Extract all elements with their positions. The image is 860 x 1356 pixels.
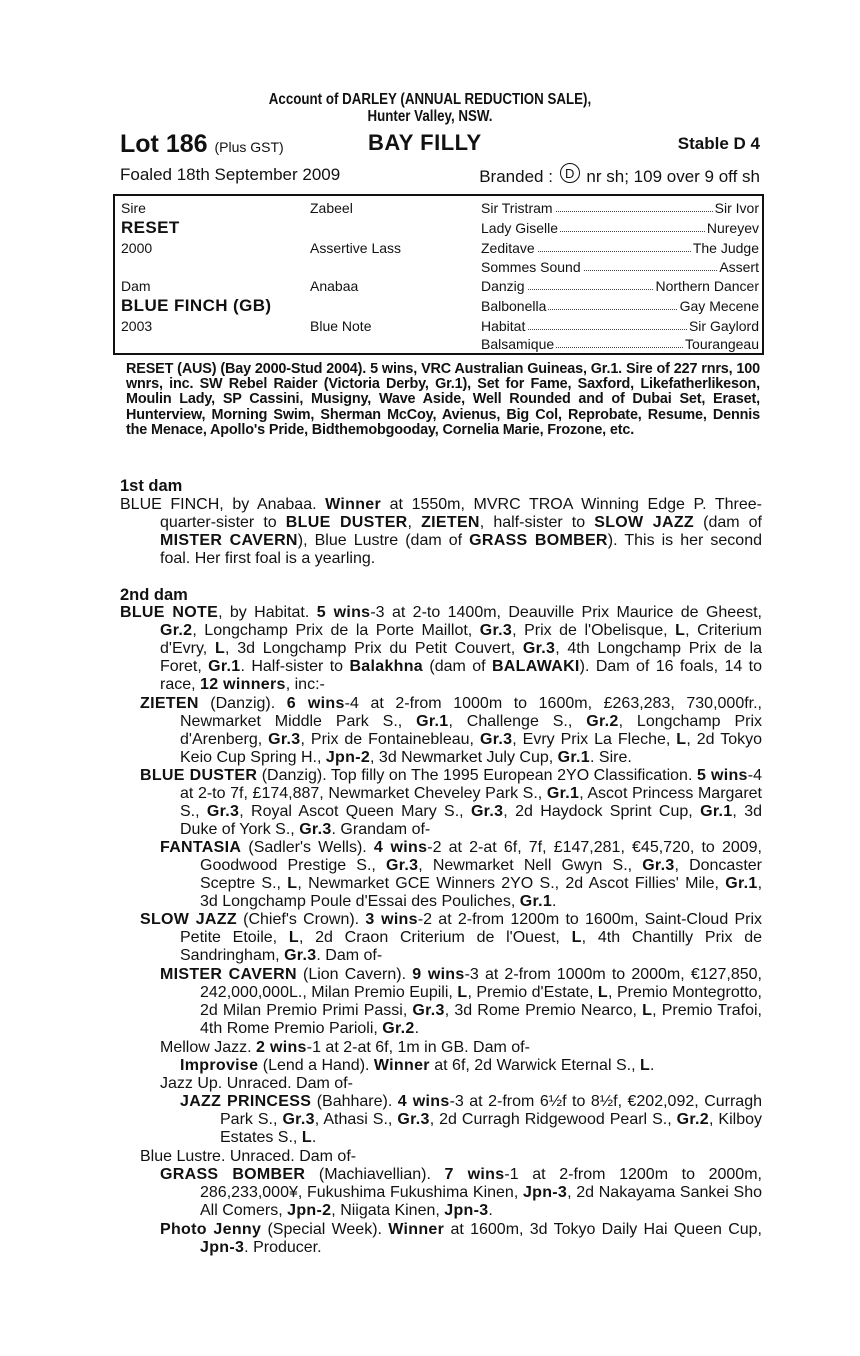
lot-title: BAY FILLY (368, 130, 482, 155)
photo-jenny-entry (160, 1221, 762, 1257)
third-gen-left: Balbonella (481, 298, 547, 314)
third-gen-row (481, 318, 759, 337)
third-gen-left: Danzig (481, 278, 525, 294)
third-gen-right: Gay Mecene (679, 298, 759, 314)
first-dam-paragraph (120, 496, 762, 568)
zieten-entry (140, 695, 762, 767)
zieten-text: ZIETEN (Danzig). 6 wins-4 at 2-from 1000m to 1600m, £263,283, 730,000fr., Newmarket Middle Park S., Gr.1, Challenge S., Gr.2, Longchamp Prix d'Arenberg, Gr.3, Prix de Fontainebleau, Gr.3, Evry Prix La Fleche, L, 2d Tokyo Keio Cup Spring H., Jpn-2, 3d Newmarket July Cup, Gr.1. Sire. (140, 695, 763, 766)
third-gen-row (481, 240, 759, 259)
improvise-entry (180, 1057, 762, 1075)
jazz-princess-text: JAZZ PRINCESS (Bahhare). 4 wins-3 at 2-from 6½f to 8½f, €202,092, Curragh Park S., Gr.3, Athasi S., Gr.3, 2d Curragh Ridgewood Pearl S., Gr.2, Kilboy Estates S., L. (180, 1093, 762, 1146)
third-gen-right: The Judge (692, 240, 759, 256)
sire-sire: Zabeel (310, 200, 353, 216)
jazz-princess-entry (180, 1093, 762, 1147)
branded-label: Branded : (479, 167, 553, 186)
mellow-jazz-text: Mellow Jazz. 2 wins-1 at 2-at 6f, 1m in GB. Dam of- (160, 1039, 530, 1056)
sire-summary: RESET (AUS) (Bay 2000-Stud 2004). 5 wins, VRC Australian Guineas, Gr.1. Sire of 227 rnrs, 100 wnrs, inc. SW Rebel Raider (Victoria Derby, Gr.1), Set for Fame, Saxford, Likefatherlikeson, Moulin Lady, SP Cassini, Musigny, Wave Aside, Well Rounded and of Dubai Set, Eraset, Hunterview, Morning Swim, Sherman McCoy, Avienus, Big Col, Reprobate, Resume, Dennis the Menace, Apollo's Pride, Bidthemobgooday, Cornelia Marie, Frozone, etc. (126, 361, 760, 438)
third-gen-right: Northern Dancer (655, 278, 759, 294)
third-gen-left: Zeditave (481, 240, 535, 256)
stable-location: Stable D 4 (677, 134, 760, 153)
foaled-date: Foaled 18th September 2009 (120, 165, 341, 184)
blue-duster-entry (140, 767, 762, 839)
branded-text: nr sh; 109 over 9 off sh (586, 167, 760, 186)
third-gen-row (481, 220, 759, 239)
lot-number (120, 130, 284, 159)
blue-note-entry: BLUE NOTE, by Habitat. 5 wins-3 at 2-to 1400m, Deauville Prix Maurice de Gheest, Gr.2, Longchamp Prix de la Porte Maillot, Gr.3, Prix de l'Obelisque, L, Criterium d'Evry, L, 3d Longchamp Prix du Petit Couvert, Gr.3, 4th Longchamp Prix de la Foret, Gr.1. Half-sister to Balakhna (dam of BALAWAKI). Dam of 16 foals, 14 to race, 12 winners, inc:- (120, 604, 763, 693)
dam-label: Dam (121, 278, 151, 294)
third-gen-row (481, 278, 759, 297)
grass-bomber-entry (160, 1166, 762, 1220)
second-dam-heading: 2nd dam (120, 586, 188, 604)
dam-name: BLUE FINCH (GB) (121, 296, 272, 315)
first-dam-text: BLUE FINCH, by Anabaa. Winner at 1550m, MVRC TROA Winning Edge P. Three-quarter-sister to BLUE DUSTER, ZIETEN, half-sister to SLOW JAZZ (dam of MISTER CAVERN), Blue Lustre (dam of GRASS BOMBER). This is her second foal. Her first foal is a yearling. (120, 496, 763, 567)
third-gen-row (481, 298, 759, 317)
photo-jenny-text: Photo Jenny (Special Week). Winner at 1600m, 3d Tokyo Daily Hai Queen Cup, Jpn-3. Producer. (160, 1221, 762, 1256)
second-dam-paragraph (120, 604, 762, 694)
sire-year: 2000 (121, 240, 153, 256)
fantasia-entry (160, 839, 762, 911)
improvise-text: Improvise (Lend a Hand). Winner at 6f, 2d Warwick Eternal S., L. (180, 1057, 655, 1074)
account-line-2: Hunter Valley, NSW. (367, 108, 493, 125)
slow-jazz-text: SLOW JAZZ (Chief's Crown). 3 wins-2 at 2-from 1200m to 1600m, Saint-Cloud Prix Petite Etoile, L, 2d Craon Criterium de l'Ouest, L, 4th Chantilly Prix de Sandringham, Gr.3. Dam of- (140, 911, 763, 964)
blue-lustre-entry (140, 1148, 762, 1166)
third-gen-left: Sir Tristram (481, 200, 553, 216)
third-gen-right: Nureyev (706, 220, 759, 236)
lot-header (120, 130, 760, 158)
third-gen-row (481, 336, 759, 355)
third-gen-right: Tourangeau (685, 336, 759, 352)
lot-note: (Plus GST) (214, 139, 284, 155)
grass-bomber-text: GRASS BOMBER (Machiavellian). 7 wins-1 at 2-from 1200m to 2000m, 286,233,000¥, Fukushima Fukushima Kinen, Jpn-3, 2d Nakayama Sankei Sho All Comers, Jpn-2, Niigata Kinen, Jpn-3. (160, 1166, 762, 1219)
dam-dam: Blue Note (310, 318, 372, 334)
first-dam-heading: 1st dam (120, 477, 183, 495)
third-gen-left: Balsamique (481, 336, 555, 352)
dam-year: 2003 (121, 318, 153, 334)
third-gen-row (481, 200, 759, 219)
dam-sire: Anabaa (310, 278, 359, 294)
third-gen-left: Habitat (481, 318, 526, 334)
slow-jazz-entry (140, 911, 762, 965)
third-gen-left: Sommes Sound (481, 259, 581, 275)
brand-symbol: D (560, 163, 580, 183)
blue-lustre-text: Blue Lustre. Unraced. Dam of- (140, 1148, 357, 1165)
sire-label: Sire (121, 200, 146, 216)
mellow-jazz-entry (160, 1039, 762, 1057)
jazz-up-text: Jazz Up. Unraced. Dam of- (160, 1075, 353, 1092)
sire-dam: Assertive Lass (310, 240, 402, 256)
third-gen-row (481, 259, 759, 278)
vendor-account (0, 91, 860, 125)
blue-duster-text: BLUE DUSTER (Danzig). Top filly on The 1995 European 2YO Classification. 5 wins-4 at 2-to 7f, £174,887, Newmarket Cheveley Park S., Gr.1, Ascot Princess Margaret S., Gr.3, Royal Ascot Queen Mary S., Gr.3, 2d Haydock Sprint Cup, Gr.1, 3d Duke of York S., Gr.3. Grandam of- (140, 767, 763, 838)
lot-label: Lot 186 (120, 130, 208, 158)
account-line-1: Account of DARLEY (ANNUAL REDUCTION SALE), (268, 91, 592, 108)
fantasia-text: FANTASIA (Sadler's Wells). 4 wins-2 at 2-at 6f, 7f, £147,281, €45,720, to 2009, Goodwood Prestige S., Gr.3, Newmarket Nell Gwyn S., Gr.3, Doncaster Sceptre S., L, Newmarket GCE Winners 2YO S., 2d Ascot Fillies' Mile, Gr.1, 3d Longchamp Poule d'Essai des Pouliches, Gr.1. (160, 839, 763, 910)
third-gen-right: Sir Gaylord (688, 318, 759, 334)
third-gen-left: Lady Giselle (481, 220, 559, 236)
jazz-up-entry (160, 1075, 762, 1093)
pedigree-table (113, 194, 764, 355)
third-gen-right: Assert (719, 259, 759, 275)
sire-name: RESET (121, 218, 180, 237)
third-gen-right: Sir Ivor (714, 200, 759, 216)
mister-cavern-text: MISTER CAVERN (Lion Cavern). 9 wins-3 at 2-from 1000m to 2000m, €127,850, 242,000,000L., Milan Premio Eupili, L, Premio d'Estate, L, Premio Montegrotto, 2d Milan Premio Primi Passi, Gr.3, 3d Rome Premio Nearco, L, Premio Trafoi, 4th Rome Premio Parioli, Gr.2. (160, 966, 763, 1037)
branded-info (479, 163, 760, 187)
mister-cavern-entry (160, 966, 762, 1038)
